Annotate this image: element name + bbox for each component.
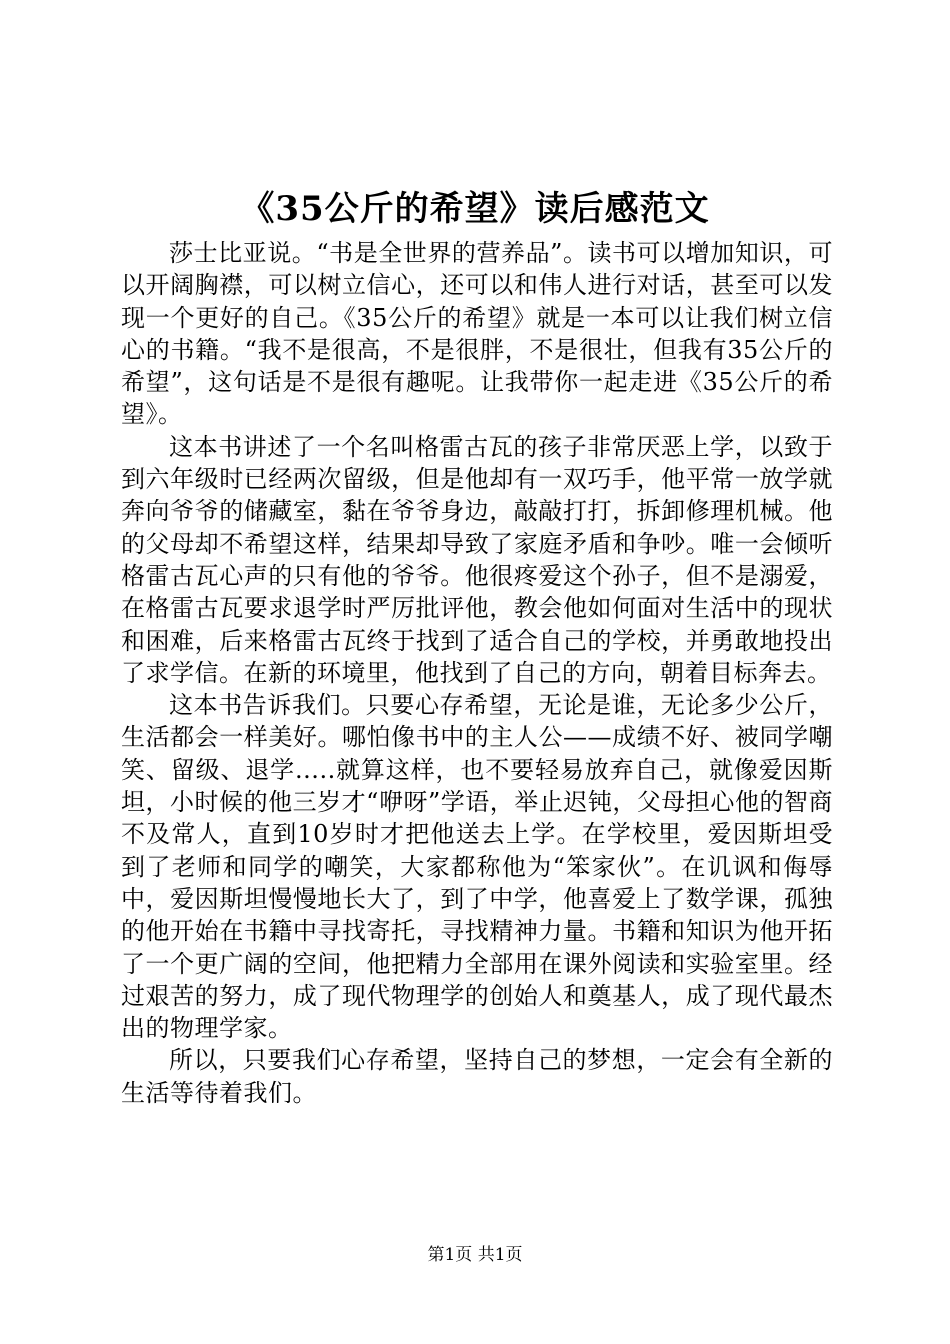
paragraph: 莎士比亚说。“书是全世界的营养品”。读书可以增加知识，可以开阔胸襟，可以树立信心，还可以和伟人进行对话，甚至可以发现一个更好的自己。《35公斤的希望》就是一本可以让我们树立信心的书籍。“我不是很高，不是很胖，不是很壮，但我有35公斤的希望”，这句话是不是很有趣呢。让我带你一起走进《35公斤的希望》。 [121, 239, 833, 429]
paragraph: 这本书讲述了一个名叫格雷古瓦的孩子非常厌恶上学，以致于到六年级时已经两次留级，但是他却有一双巧手，他平常一放学就奔向爷爷的储藏室，黏在爷爷身边，敲敲打打，拆卸修理机械。他的父母却不希望这样，结果却导致了家庭矛盾和争吵。唯一会倾听格雷古瓦心声的只有他的爷爷。他很疼爱这个孙子，但不是溺爱，在格雷古瓦要求退学时严厉批评他，教会他如何面对生活中的现状和困难，后来格雷古瓦终于找到了适合自己的学校，并勇敢地投出了求学信。在新的环境里，他找到了自己的方向，朝着目标奔去。 [121, 432, 833, 687]
paragraph: 所以，只要我们心存希望，坚持自己的梦想，一定会有全新的生活等待着我们。 [121, 1046, 833, 1107]
document-body [121, 237, 833, 1109]
page-footer: 第1页 共1页 [427, 1245, 523, 1265]
document-title: 《35公斤的希望》读后感范文 [240, 189, 710, 229]
paragraph: 这本书告诉我们。只要心存希望，无论是谁，无论多少公斤，生活都会一样美好。哪怕像书中的主人公——成绩不好、被同学嘲笑、留级、退学.....就算这样，也不要轻易放弃自己，就像爱因斯坦，小时候的他三岁才“咿呀”学语，举止迟钝，父母担心他的智商不及常人，直到10岁时才把他送去上学。在学校里，爱因斯坦受到了老师和同学的嘲笑，大家都称他为“笨家伙”。在讥讽和侮辱中，爱因斯坦慢慢地长大了，到了中学，他喜爱上了数学课，孤独的他开始在书籍中寻找寄托，寻找精神力量。书籍和知识为他开拓了一个更广阔的空间，他把精力全部用在课外阅读和实验室里。经过艰苦的努力，成了现代物理学的创始人和奠基人，成了现代最杰出的物理学家。 [121, 691, 833, 1043]
